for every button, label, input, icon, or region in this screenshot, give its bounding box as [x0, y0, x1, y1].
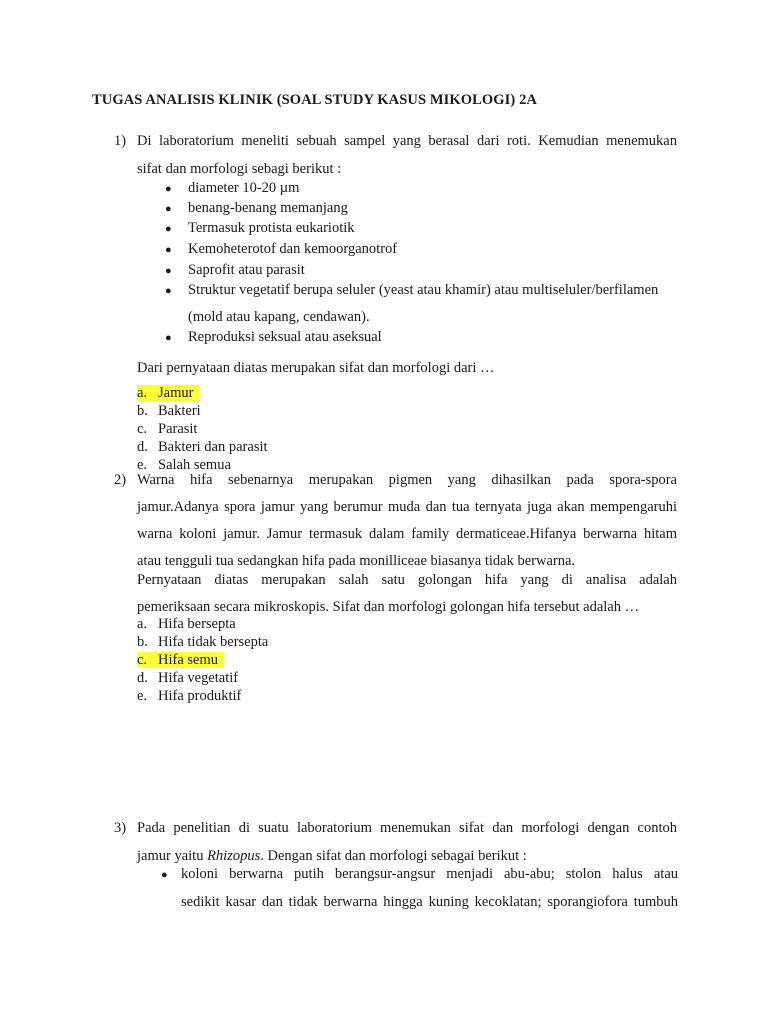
q2-option-c[interactable]: c. Hifa semu	[137, 651, 224, 669]
question-2-line-5: Pernyataan diatas merupakan salah satu golongan hifa yang di analisa adalah	[137, 572, 677, 588]
question-1-line-1: Di laboratorium meneliti sebuah sampel yang berasal dari roti. Kemudian menemukan	[137, 133, 677, 149]
bullet-icon: ●	[165, 285, 172, 297]
q1-option-a[interactable]: a. Jamur	[137, 384, 199, 402]
bullet-icon: ●	[165, 203, 172, 215]
q1-bullet-2: benang-benang memanjang	[188, 200, 348, 216]
q1-bullet-6-continued: (mold atau kapang, cendawan).	[188, 309, 370, 325]
bullet-icon: ●	[165, 223, 172, 235]
question-2-line-3: warna koloni jamur. Jamur termasuk dalam family dermaticeae.Hifanya berwarna hitam	[137, 526, 677, 542]
document-title: TUGAS ANALISIS KLINIK (SOAL STUDY KASUS MIKOLOGI) 2A	[92, 92, 537, 108]
question-1-line-2: sifat dan morfologi sebagi berikut :	[137, 161, 342, 177]
question-3-line-2: jamur yaitu Rhizopus. Dengan sifat dan morfologi sebagai berikut :	[137, 848, 527, 864]
bullet-icon: ●	[161, 869, 168, 881]
question-2-number: 2)	[114, 472, 127, 488]
bullet-icon: ●	[165, 332, 172, 344]
q2-option-d[interactable]: d. Hifa vegetatif	[137, 670, 239, 686]
question-3-number: 3)	[114, 820, 127, 836]
q1-option-d[interactable]: d. Bakteri dan parasit	[137, 439, 268, 455]
q1-bullet-7: Reproduksi seksual atau aseksual	[188, 329, 382, 345]
question-2-line-2: jamur.Adanya spora jamur yang berumur muda dan tua ternyata juga akan mempengaruhi	[137, 499, 677, 515]
bullet-icon: ●	[165, 265, 172, 277]
genus-name: Rhizopus	[207, 848, 261, 864]
q1-bullet-1: diameter 10-20 µm	[188, 180, 300, 196]
question-2-line-1: Warna hifa sebenarnya merupakan pigmen yang dihasilkan pada spora-spora	[137, 472, 677, 488]
bullet-icon: ●	[165, 244, 172, 256]
q1-bullet-5: Saprofit atau parasit	[188, 262, 305, 278]
q1-option-b[interactable]: b. Bakteri	[137, 403, 201, 419]
q1-bullet-4: Kemoheterotof dan kemoorganotrof	[188, 241, 398, 257]
q1-bullet-3: Termasuk protista eukariotik	[188, 220, 355, 236]
q2-option-a[interactable]: a. Hifa bersepta	[137, 616, 236, 632]
q3-bullet-1-line-1: koloni berwarna putih berangsur-angsur menjadi abu-abu; stolon halus atau	[181, 866, 678, 882]
question-2-line-6: pemeriksaan secara mikroskopis. Sifat dan morfologi golongan hifa tersebut adalah …	[137, 599, 640, 615]
question-3-line-1: Pada penelitian di suatu laboratorium menemukan sifat dan morfologi dengan contoh	[137, 820, 677, 836]
question-1-prompt: Dari pernyataan diatas merupakan sifat dan morfologi dari …	[137, 360, 495, 376]
q2-option-b[interactable]: b. Hifa tidak bersepta	[137, 634, 269, 650]
bullet-icon: ●	[165, 183, 172, 195]
q1-option-e[interactable]: e. Salah semua	[137, 457, 231, 473]
q1-bullet-6: Struktur vegetatif berupa seluler (yeast atau khamir) atau multiseluler/berfilamen	[188, 282, 659, 298]
q1-option-c[interactable]: c. Parasit	[137, 421, 198, 437]
question-2-line-4: atau tengguli tua sedangkan hifa pada monilliceae biasanya tidak berwarna.	[137, 553, 576, 569]
question-1-number: 1)	[114, 133, 127, 149]
q3-bullet-1-line-2: sedikit kasar dan tidak berwarna hingga kuning kecoklatan; sporangiofora tumbuh	[181, 894, 678, 910]
q2-option-e[interactable]: e. Hifa produktif	[137, 688, 242, 704]
